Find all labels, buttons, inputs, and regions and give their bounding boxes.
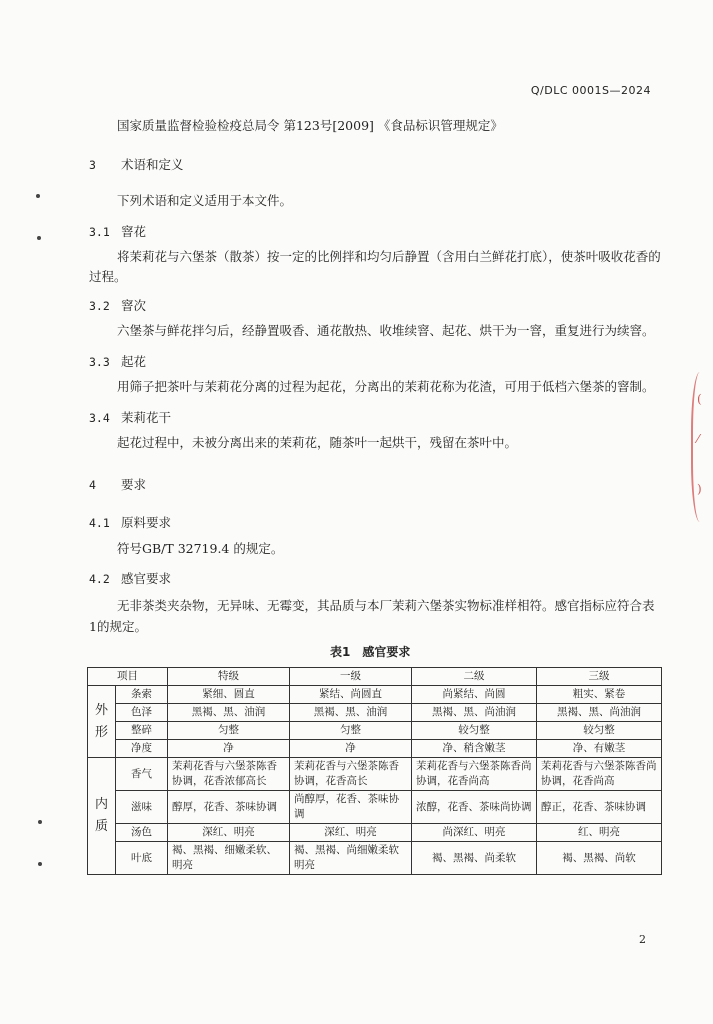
table-row	[88, 686, 662, 704]
stamp-fragment: (	[697, 392, 702, 406]
section-title: 起花	[121, 354, 147, 369]
section-3-intro: 下列术语和定义适用于本文件。	[117, 193, 293, 208]
row-label: 叶底	[116, 842, 168, 875]
group-appearance: 外 形	[88, 686, 116, 758]
table-cell: 尚深红、明亮	[412, 824, 537, 842]
group-intrinsic-quality: 内 质	[88, 758, 116, 875]
row-label: 色泽	[116, 704, 168, 722]
row-label: 整碎	[116, 722, 168, 740]
header-item: 项目	[88, 668, 168, 686]
table-row	[88, 758, 662, 791]
table-cell: 紧细、圆直	[168, 686, 290, 704]
section-title: 感官要求	[121, 571, 172, 586]
table-cell: 净	[168, 740, 290, 758]
table-cell: 净	[290, 740, 412, 758]
row-label: 汤色	[116, 824, 168, 842]
table-cell: 浓醇，花香、茶味尚协调	[412, 791, 537, 824]
section-number: 4.2	[89, 572, 110, 586]
header-grade: 三级	[537, 668, 662, 686]
header-grade: 特级	[168, 668, 290, 686]
section-4-1-body: 符号GB/T 32719.4 的规定。	[117, 541, 284, 556]
stamp-fragment: )	[697, 482, 702, 496]
table-cell: 红、明亮	[537, 824, 662, 842]
table-cell: 褐、黑褐、尚柔软	[412, 842, 537, 875]
table-row	[88, 740, 662, 758]
section-4-heading	[89, 475, 146, 493]
section-title: 要求	[121, 477, 147, 492]
section-number: 4	[89, 478, 96, 492]
table-cell: 紧结、尚圆直	[290, 686, 412, 704]
table-cell: 较匀整	[412, 722, 537, 740]
section-title: 原料要求	[121, 515, 172, 530]
red-seal-stamp-edge	[691, 372, 713, 522]
row-label: 净度	[116, 740, 168, 758]
reference-regulation: 国家质量监督检验检疫总局令 第123号[2009] 《食品标识管理规定》	[117, 118, 503, 133]
section-3-2-body: 六堡茶与鲜花拌匀后，经静置吸香、通花散热、收堆续窨、起花、烘干为一窨，重复进行为续窨。	[117, 323, 655, 338]
binding-hole-mark	[38, 862, 42, 866]
section-3-1-body: 将茉莉花与六堡茶（散茶）按一定的比例拌和均匀后静置（含用白兰鲜花打底），使茶叶吸收花香的过程。	[89, 249, 661, 284]
section-3-heading	[89, 155, 184, 173]
table-cell: 净、有嫩茎	[537, 740, 662, 758]
binding-hole-mark	[37, 236, 41, 240]
section-4-2-body-line1: 无非茶类夹杂物，无异味、无霉变，其品质与本厂茉莉六堡茶实物标准样相符。感官指标应符合表	[117, 598, 655, 613]
document-code: Q/DLC 0001S—2024	[530, 84, 651, 97]
table-cell: 净、稍含嫩茎	[412, 740, 537, 758]
table-cell: 匀整	[290, 722, 412, 740]
table-cell: 茉莉花香与六堡茶陈香协调，花香高长	[290, 758, 412, 791]
table-cell: 茉莉花香与六堡茶陈香尚协调，花香尚高	[412, 758, 537, 791]
section-3-4-body: 起花过程中，未被分离出来的茉莉花，随茶叶一起烘干，残留在茶叶中。	[117, 435, 518, 450]
section-number: 3.3	[89, 355, 110, 369]
table-cell: 尚紧结、尚圆	[412, 686, 537, 704]
section-number: 3.2	[89, 299, 110, 313]
header-grade: 一级	[290, 668, 412, 686]
table-cell: 醇正，花香、茶味协调	[537, 791, 662, 824]
section-3-2-heading	[89, 296, 146, 314]
table-cell: 深红、明亮	[290, 824, 412, 842]
section-number: 3.1	[89, 225, 110, 239]
table-cell: 茉莉花香与六堡茶陈香协调，花香浓郁高长	[168, 758, 290, 791]
binding-hole-mark	[38, 820, 42, 824]
table-cell: 深红、明亮	[168, 824, 290, 842]
table-cell: 黑褐、黑、油润	[290, 704, 412, 722]
table-cell: 匀整	[168, 722, 290, 740]
stamp-fragment: ⁄	[697, 432, 700, 446]
binding-hole-mark	[36, 194, 40, 198]
table-cell: 黑褐、黑、尚油润	[412, 704, 537, 722]
table-cell: 醇厚，花香、茶味协调	[168, 791, 290, 824]
section-4-1-heading	[89, 513, 171, 531]
table-cell: 褐、黑褐、尚细嫩柔软明亮	[290, 842, 412, 875]
section-4-2-heading	[89, 569, 171, 587]
section-title: 术语和定义	[121, 157, 184, 172]
table-cell: 粗实、紧卷	[537, 686, 662, 704]
table-cell: 褐、黑褐、细嫩柔软、明亮	[168, 842, 290, 875]
table-row	[88, 824, 662, 842]
table-row	[88, 704, 662, 722]
section-3-1-heading	[89, 222, 146, 240]
row-label: 条索	[116, 686, 168, 704]
section-title: 窨次	[121, 298, 147, 313]
table-cell: 褐、黑褐、尚软	[537, 842, 662, 875]
section-3-3-body: 用筛子把茶叶与茉莉花分离的过程为起花，分离出的茉莉花称为花渣，可用于低档六堡茶的窨制。	[117, 379, 655, 394]
table-caption: 表1 感官要求	[330, 645, 411, 659]
section-4-2-body-line2: 1的规定。	[89, 619, 147, 634]
table-cell: 较匀整	[537, 722, 662, 740]
table-row	[88, 791, 662, 824]
section-title: 茉莉花干	[121, 410, 172, 425]
section-number: 3	[89, 158, 96, 172]
row-label: 滋味	[116, 791, 168, 824]
table-cell: 黑褐、黑、油润	[168, 704, 290, 722]
table-row	[88, 842, 662, 875]
table-header-row	[88, 668, 662, 686]
table-cell: 茉莉花香与六堡茶陈香尚协调，花香尚高	[537, 758, 662, 791]
table-cell: 黑褐、黑、尚油润	[537, 704, 662, 722]
section-number: 4.1	[89, 516, 110, 530]
section-3-4-heading	[89, 408, 171, 426]
sensory-requirements-table	[87, 667, 662, 875]
table-row	[88, 722, 662, 740]
section-3-3-heading	[89, 352, 146, 370]
section-title: 窨花	[121, 224, 147, 239]
header-grade: 二级	[412, 668, 537, 686]
table-cell: 尚醇厚，花香、茶味协调	[290, 791, 412, 824]
page-number: 2	[639, 933, 646, 946]
row-label: 香气	[116, 758, 168, 791]
section-number: 3.4	[89, 411, 110, 425]
